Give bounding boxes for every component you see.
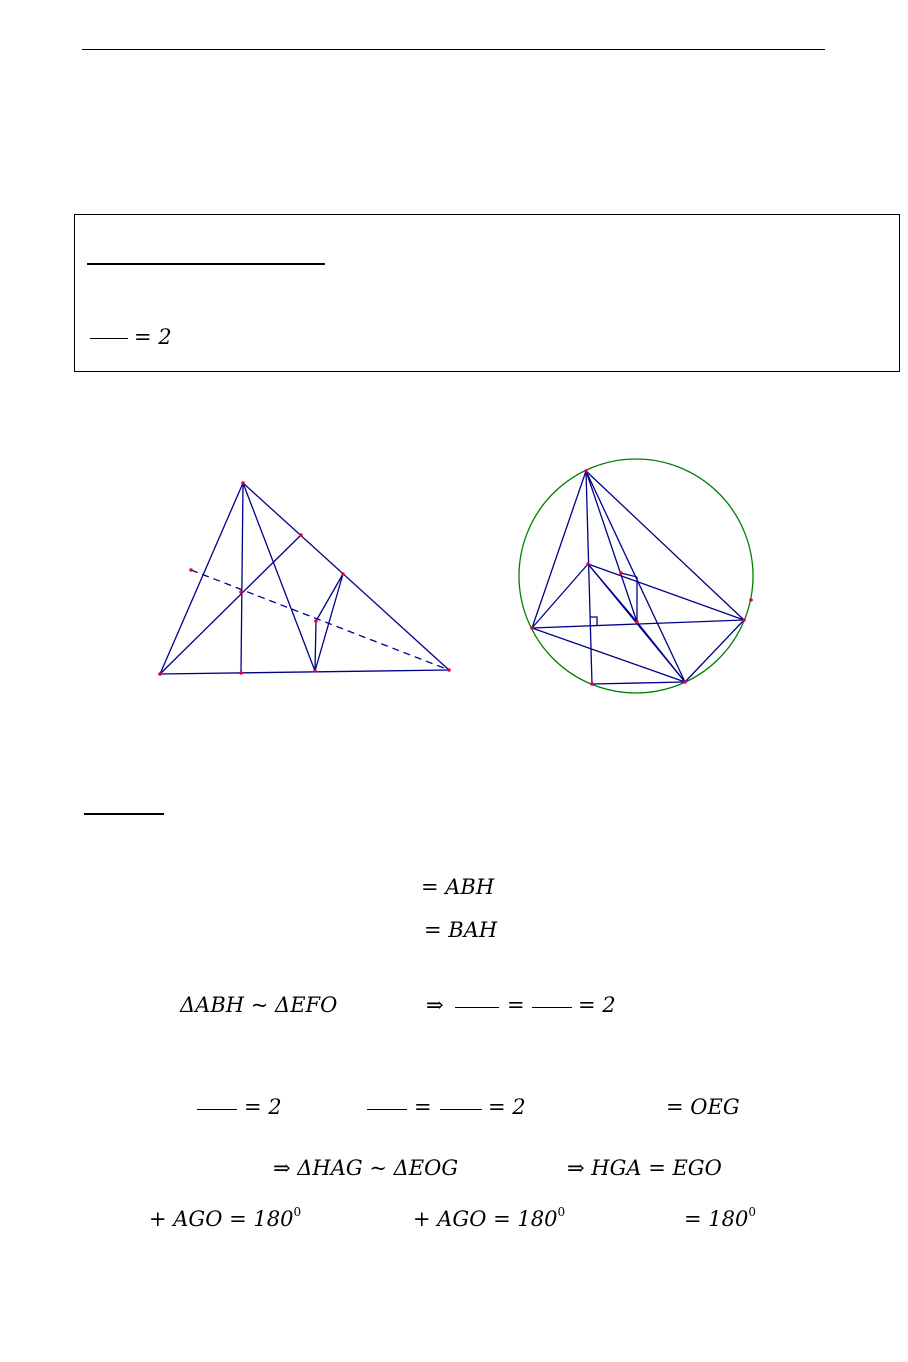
proof-line-3-frac-bar-2 — [532, 1007, 572, 1008]
proof-line-1: = ABH — [421, 875, 495, 899]
proof-line-3-implies: ⇒ — [426, 993, 444, 1017]
proof-line-4-value-1: = 2 — [244, 1095, 282, 1119]
proof-line-4-angle: = OEG — [666, 1095, 740, 1119]
proof-line-4-frac-bar-1 — [197, 1109, 237, 1110]
proof-line-3-equals: = — [507, 993, 525, 1017]
proof-line-6-part-3: = $180^0$ — [684, 1205, 756, 1231]
proof-line-4-frac-bar-3 — [440, 1109, 482, 1110]
proof-line-6-part-1: + AGO = $180^0$ — [149, 1205, 302, 1231]
proof-line-3-similarity: ΔABH ~ ΔEFO — [180, 993, 338, 1017]
proof-line-6-part-2: + AGO = $180^0$ — [413, 1205, 566, 1231]
theorem-fraction-value: = 2 — [134, 325, 172, 349]
proof-line-3-value: = 2 — [578, 993, 616, 1017]
proof-line-4-value-2: = 2 — [488, 1095, 526, 1119]
proof-line-5-similarity: ⇒ ΔHAG ~ ΔEOG — [273, 1156, 459, 1180]
circumcircle — [519, 459, 753, 693]
proof-line-4-frac-bar-2 — [367, 1109, 407, 1110]
proof-line-2: = BAH — [424, 918, 498, 942]
proof-line-4-equals: = — [414, 1095, 432, 1119]
proof-line-3-frac-bar-1 — [455, 1007, 499, 1008]
proof-line-5-angle: ⇒ HGA = EGO — [567, 1156, 722, 1180]
proof-heading-underline — [84, 813, 164, 815]
